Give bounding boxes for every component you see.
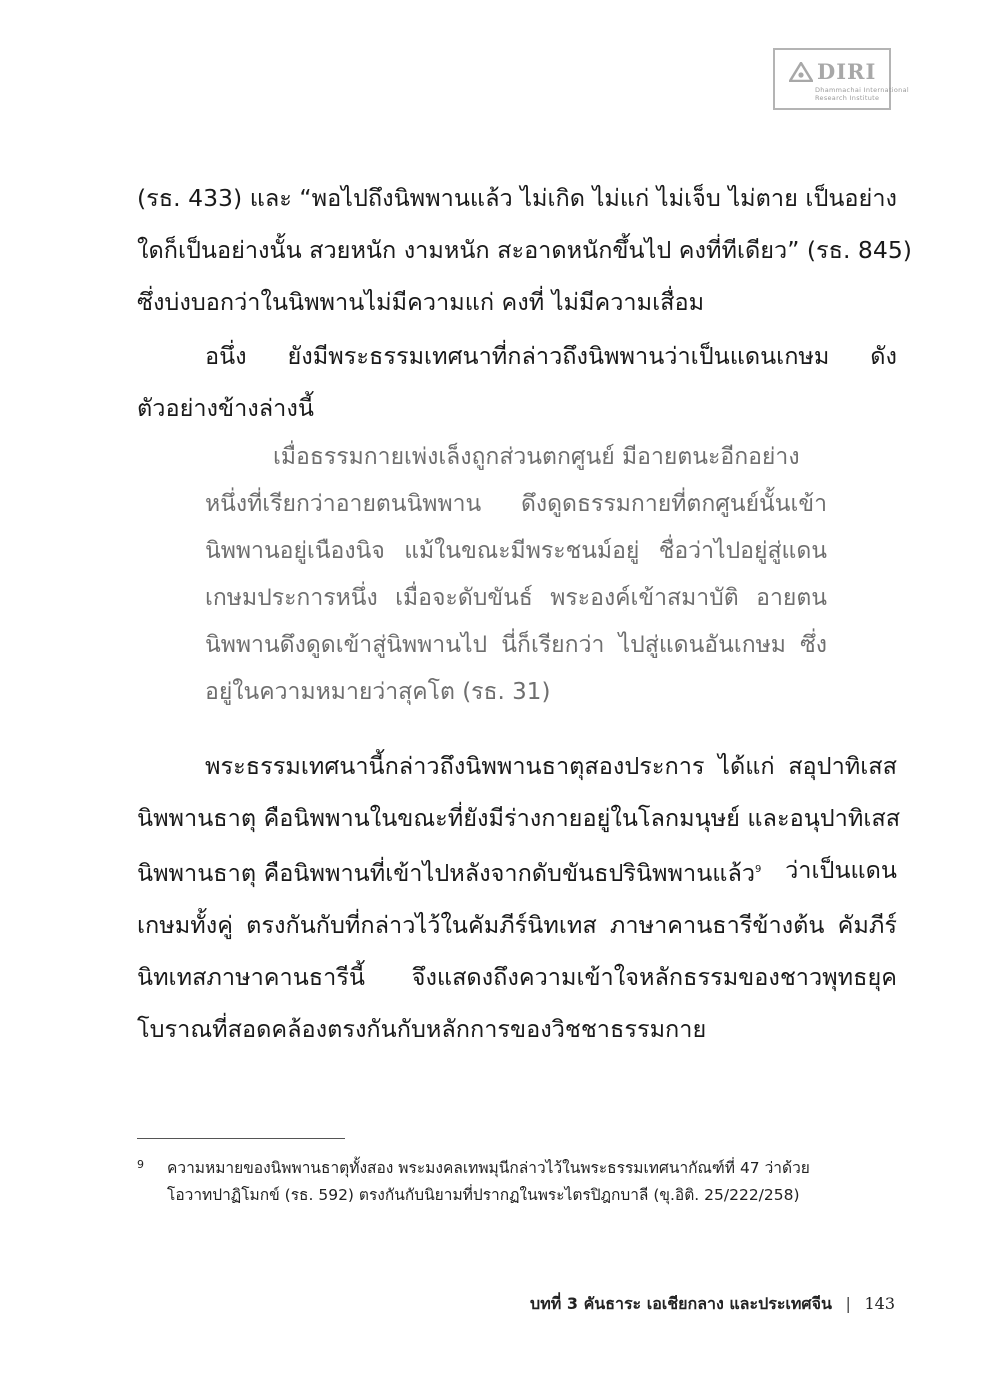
paragraph-3-line-3-text: นิพพานธาตุ คือนิพพานที่เข้าไปหลังจากดับขันธปรินิพพานแล้ว <box>137 858 756 887</box>
chapter-title: บทที่ 3 คันธาระ เอเชียกลาง และประเทศจีน <box>530 1294 832 1313</box>
triangle-logo-icon <box>789 62 813 82</box>
footnote-line-1: ความหมายของนิพพานธาตุทั้งสอง พระมงคลเทพมุนีกล่าวไว้ในพระธรรมเทศนากัณฑ์ที่ 47 ว่าด้วย <box>167 1159 810 1177</box>
footnote-reference[interactable]: 9 <box>755 864 762 875</box>
block-quote <box>205 434 827 716</box>
quote-line-2: หนึ่งที่เรียกว่าอายตนนิพพาน ดึงดูดธรรมกายที่ตกศูนย์นั้นเข้า <box>205 491 827 517</box>
paragraph-3-line-5: นิทเทสภาษาคานธารีนี้ จึงแสดงถึงความเข้าใจหลักธรรมของชาวพุทธยุค <box>137 962 897 991</box>
paragraph-2 <box>137 330 897 434</box>
logo-wordmark: DIRI <box>817 59 877 84</box>
footnote-line-2: โอวาทปาฏิโมกข์ (รธ. 592) ตรงกันกับนิยามที่ปรากฏในพระไตรปิฎกบาลี (ขุ.อิติ. 25/222/258) <box>167 1186 800 1204</box>
paragraph-2-line-2: ตัวอย่างข้างล่างนี้ <box>137 394 314 422</box>
paragraph-3-line-4: เกษมทั้งคู่ ตรงกันกับที่กล่าวไว้ในคัมภีร์นิทเทส ภาษาคานธารีข้างต้น คัมภีร์ <box>137 910 897 939</box>
paragraph-1-line-1: (รธ. 433) และ “พอไปถึงนิพพานแล้ว ไม่เกิด ไม่แก่ ไม่เจ็บ ไม่ตาย เป็นอย่าง <box>137 184 897 212</box>
paragraph-1-line-3: ซึ่งบ่งบอกว่าในนิพพานไม่มีความแก่ คงที่ ไม่มีความเสื่อม <box>137 288 705 316</box>
quote-line-3: นิพพานอยู่เนืองนิจ แม้ในขณะมีพระชนม์อยู่ ชื่อว่าไปอยู่สู่แดน <box>205 538 827 564</box>
quote-line-1: เมื่อธรรมกายเพ่งเล็งถูกส่วนตกศูนย์ มีอายตนะอีกอย่าง <box>273 444 800 470</box>
page-footer <box>530 1292 895 1317</box>
paragraph-3-line-2: นิพพานธาตุ คือนิพพานในขณะที่ยังมีร่างกายอยู่ในโลกมนุษย์ และอนุปาทิเสส <box>137 804 901 832</box>
paragraph-3-line-3 <box>137 844 897 899</box>
paragraph-1-line-2: ใดก็เป็นอย่างนั้น สวยหนัก งามหนัก สะอาดหนักขึ้นไป คงที่ทีเดียว” (รธ. 845) <box>137 236 912 264</box>
paragraph-3 <box>137 740 901 1055</box>
paragraph-1 <box>137 172 912 328</box>
page-number: 143 <box>864 1294 895 1313</box>
footnote-divider <box>137 1138 345 1139</box>
paragraph-3-line-3-tail: ว่าเป็นแดน <box>785 856 897 884</box>
paragraph-3-line-1: พระธรรมเทศนานี้กล่าวถึงนิพพานธาตุสองประการ ได้แก่ สอุปาทิเสส <box>205 752 897 780</box>
footnote-mark: 9 <box>137 1158 144 1171</box>
paragraph-3-line-6: โบราณที่สอดคล้องตรงกันกับหลักการของวิชชาธรรมกาย <box>137 1014 707 1043</box>
footer-separator: | <box>845 1294 851 1313</box>
logo-subtitle-line-2: Research Institute <box>815 94 880 102</box>
quote-line-4: เกษมประการหนึ่ง เมื่อจะดับขันธ์ พระองค์เข้าสมาบัติ อายตน <box>205 585 827 611</box>
quote-line-5: นิพพานดึงดูดเข้าสู่นิพพานไป นี่ก็เรียกว่า ไปสู่แดนอันเกษม ซึ่ง <box>205 632 827 658</box>
logo-subtitle-line-1: Dhammachai International <box>815 86 909 94</box>
paragraph-2-line-1: อนึ่ง ยังมีพระธรรมเทศนาที่กล่าวถึงนิพพานว่าเป็นแดนเกษม ดัง <box>205 342 897 370</box>
quote-line-6: อยู่ในความหมายว่าสุคโต (รธ. 31) <box>205 679 551 705</box>
diri-logo <box>773 48 909 110</box>
